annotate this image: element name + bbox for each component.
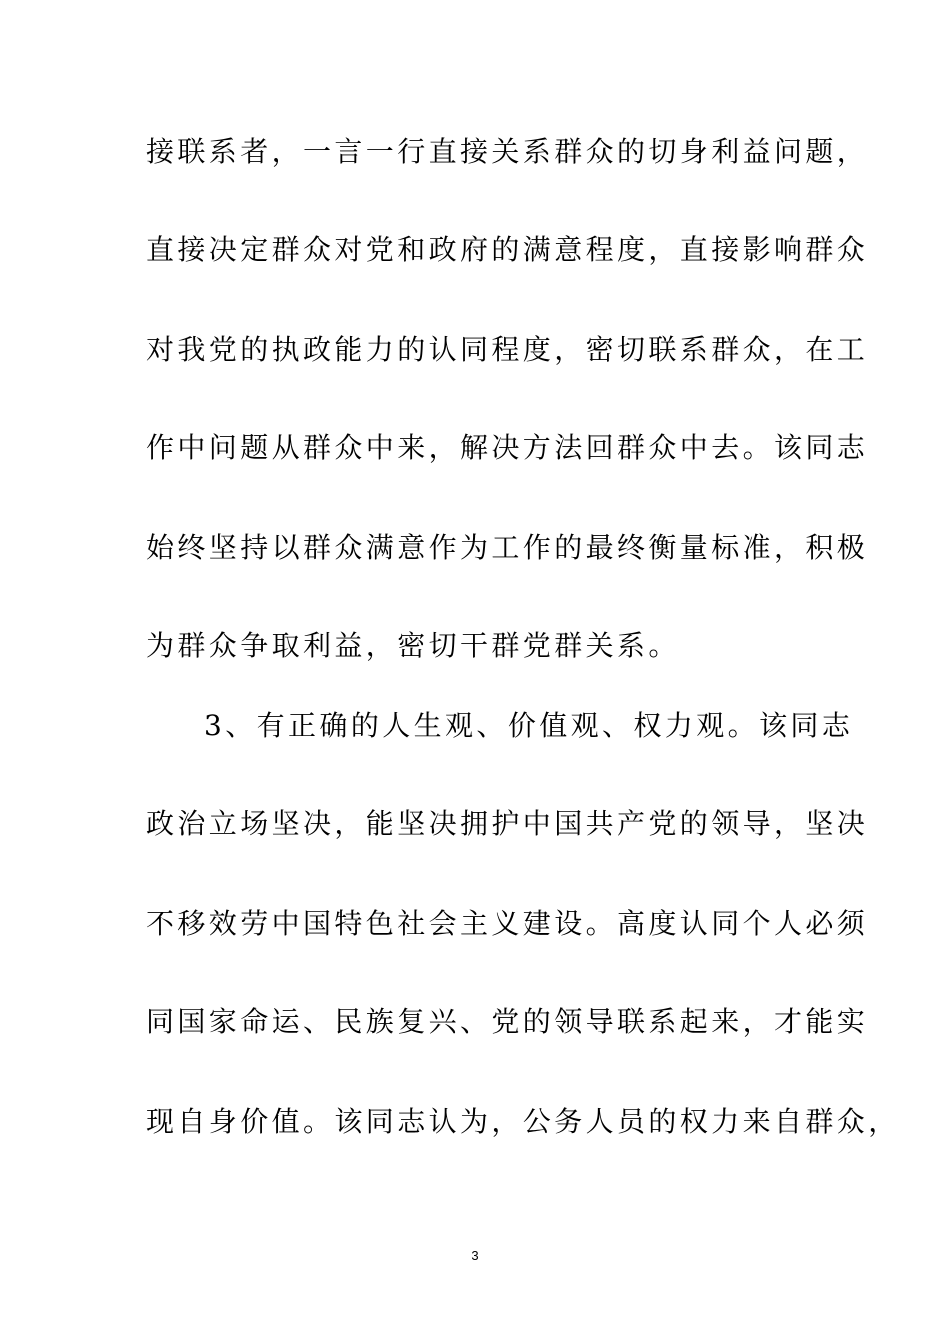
text-line-3: 对我党的执政能力的认同程度，密切联系群众，在工 [146, 333, 869, 366]
text-line-5: 始终坚持以群众满意作为工作的最终衡量标准，积极 [146, 531, 869, 564]
page-number: 3 [471, 1248, 479, 1263]
text-line-2: 直接决定群众对党和政府的满意程度，直接影响群众 [146, 233, 869, 266]
text-line-10: 同国家命运、民族复兴、党的领导联系起来，才能实 [146, 1005, 869, 1038]
text-line-7: 3、有正确的人生观、价值观、权力观。该同志 [204, 709, 854, 742]
text-line-8: 政治立场坚决，能坚决拥护中国共产党的领导，坚决 [146, 807, 869, 840]
text-line-1: 接联系者，一言一行直接关系群众的切身利益问题， [146, 135, 869, 168]
text-line-6: 为群众争取利益，密切干群党群关系。 [146, 629, 680, 662]
text-line-11: 现自身价值。该同志认为，公务人员的权力来自群众， [146, 1105, 900, 1138]
text-line-9: 不移效劳中国特色社会主义建设。高度认同个人必须 [146, 907, 869, 940]
text-line-4: 作中问题从群众中来，解决方法回群众中去。该同志 [146, 431, 869, 464]
